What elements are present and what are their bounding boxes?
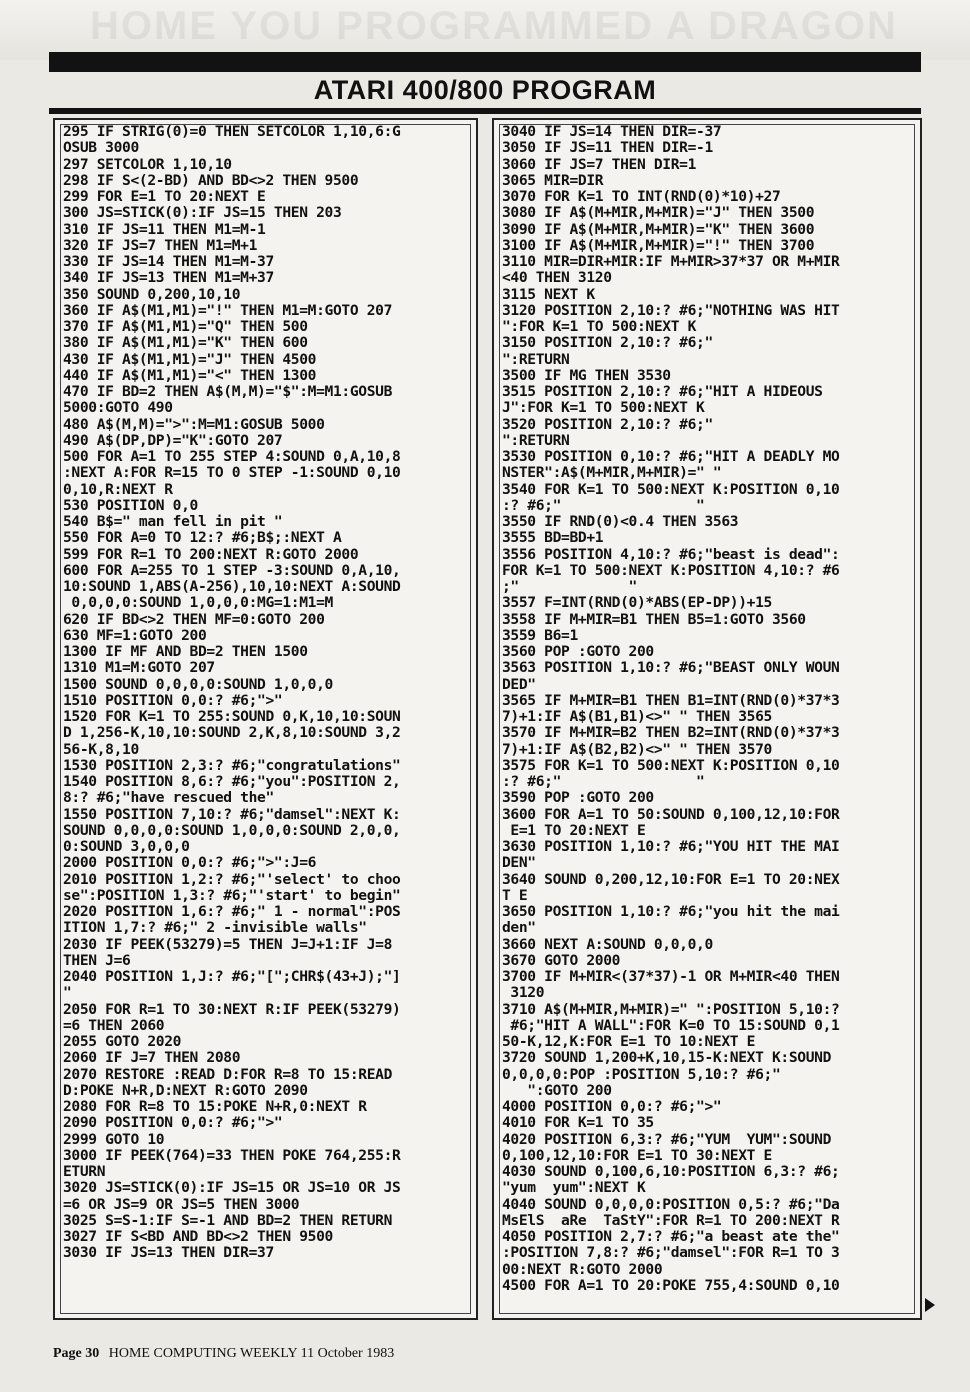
code-line: MsElS aRe TaStY":FOR R=1 TO 200:NEXT R bbox=[502, 1211, 840, 1229]
code-line: 3120 bbox=[502, 984, 545, 1002]
code-line: 4040 SOUND 0,0,0,0:POSITION 0,5:? #6;"Da bbox=[502, 1195, 840, 1213]
code-line: SOUND 0,0,0,0:SOUND 1,0,0,0:SOUND 2,0,0, bbox=[63, 821, 401, 839]
code-line: 3070 FOR K=1 TO INT(RND(0)*10)+27 bbox=[502, 188, 781, 205]
code-line: 2000 POSITION 0,0:? #6;">":J=6 bbox=[63, 854, 317, 872]
code-line: 2055 GOTO 2020 bbox=[63, 1033, 182, 1050]
code-line: 3520 POSITION 2,10:? #6;" bbox=[502, 415, 713, 433]
code-line: :NEXT A:FOR R=15 TO 0 STEP -1:SOUND 0,10 bbox=[63, 464, 401, 482]
code-line: 1500 SOUND 0,0,0,0:SOUND 1,0,0,0 bbox=[63, 675, 333, 693]
code-line: 3575 FOR K=1 TO 500:NEXT K:POSITION 0,10 bbox=[502, 756, 840, 774]
code-line: 7)+1:IF A$(B2,B2)<>" " THEN 3570 bbox=[502, 740, 772, 758]
code-line: 4500 FOR A=1 TO 20:POKE 755,4:SOUND 0,10 bbox=[502, 1276, 840, 1294]
code-line: 3563 POSITION 1,10:? #6;"BEAST ONLY WOUN bbox=[502, 659, 840, 677]
code-line: 1530 POSITION 2,3:? #6;"congratulations" bbox=[63, 756, 401, 774]
code-line: 3650 POSITION 1,10:? #6;"you hit the mai bbox=[502, 903, 840, 920]
code-line: :POSITION 7,8:? #6;"damsel":FOR R=1 TO 3 bbox=[502, 1244, 840, 1262]
code-line: 3020 JS=STICK(0):IF JS=15 OR JS=10 OR JS bbox=[63, 1179, 401, 1197]
code-line: <40 THEN 3120 bbox=[502, 269, 612, 287]
ghost-title: HOME YOU PROGRAMMED A DRAGON bbox=[90, 4, 898, 48]
code-line: 3660 NEXT A:SOUND 0,0,0,0 bbox=[502, 935, 713, 953]
code-line: 3065 MIR=DIR bbox=[502, 171, 604, 189]
code-line: 4030 SOUND 0,100,6,10:POSITION 6,3:? #6; bbox=[502, 1163, 840, 1180]
code-line: 3570 IF M+MIR=B2 THEN B2=INT(RND(0)*37*3 bbox=[502, 724, 840, 742]
code-line: 490 A$(DP,DP)="K":GOTO 207 bbox=[63, 431, 283, 449]
code-line: "yum yum":NEXT K bbox=[502, 1179, 646, 1197]
code-line: ITION 1,7:? #6;" 2 -invisible walls" bbox=[63, 919, 367, 937]
code-line: 50-K,12,K:FOR E=1 TO 10:NEXT E bbox=[502, 1033, 756, 1050]
code-line: 1300 IF MF AND BD=2 THEN 1500 bbox=[63, 643, 308, 660]
code-line: ETURN bbox=[63, 1163, 106, 1180]
code-line: T E bbox=[502, 886, 528, 904]
program-listing-left bbox=[63, 124, 476, 1262]
code-line: NSTER":A$(M+MIR,M+MIR)=" " bbox=[502, 464, 722, 482]
code-line: 4000 POSITION 0,0:? #6;">" bbox=[502, 1098, 722, 1115]
code-line: 1540 POSITION 8,6:? #6;"you":POSITION 2, bbox=[63, 773, 401, 790]
code-line: DED" bbox=[502, 675, 536, 693]
code-line: 600 FOR A=255 TO 1 STEP -3:SOUND 0,A,10, bbox=[63, 561, 401, 579]
code-line: 550 FOR A=0 TO 12:? #6;B$;:NEXT A bbox=[63, 529, 342, 547]
code-line: 295 IF STRIG(0)=0 THEN SETCOLOR 1,10,6:G bbox=[63, 123, 401, 140]
code-line: 3670 GOTO 2000 bbox=[502, 951, 621, 969]
code-line: 10:SOUND 1,ABS(A-256),10,10:NEXT A:SOUND bbox=[63, 578, 401, 595]
code-line: 3560 POP :GOTO 200 bbox=[502, 643, 654, 660]
code-line: 3640 SOUND 0,200,12,10:FOR E=1 TO 20:NEX bbox=[502, 870, 840, 888]
code-line: 599 FOR R=1 TO 200:NEXT R:GOTO 2000 bbox=[63, 545, 359, 563]
code-line: 8:? #6;"have rescued the" bbox=[63, 789, 274, 807]
code-line: 3030 IF JS=13 THEN DIR=37 bbox=[63, 1244, 274, 1262]
code-line: 500 FOR A=1 TO 255 STEP 4:SOUND 0,A,10,8 bbox=[63, 448, 401, 465]
code-line: 3559 B6=1 bbox=[502, 626, 578, 644]
code-line: 380 IF A$(M1,M1)="K" THEN 600 bbox=[63, 334, 308, 352]
code-line: " bbox=[63, 984, 72, 1002]
code-line: 3050 IF JS=11 THEN DIR=-1 bbox=[502, 139, 713, 157]
code-line: J":FOR K=1 TO 500:NEXT K bbox=[502, 399, 705, 417]
code-line: 540 B$=" man fell in pit " bbox=[63, 513, 283, 530]
code-line: 3090 IF A$(M+MIR,M+MIR)="K" THEN 3600 bbox=[502, 220, 815, 238]
code-line: 3556 POSITION 4,10:? #6;"beast is dead": bbox=[502, 545, 840, 563]
code-line: 370 IF A$(M1,M1)="Q" THEN 500 bbox=[63, 318, 308, 335]
code-line: ":FOR K=1 TO 500:NEXT K bbox=[502, 318, 697, 335]
code-line: 330 IF JS=14 THEN M1=M-37 bbox=[63, 253, 274, 270]
program-listing-right bbox=[502, 124, 920, 1294]
code-line: D:POKE N+R,D:NEXT R:GOTO 2090 bbox=[63, 1081, 308, 1099]
listing-column-left bbox=[53, 118, 478, 1320]
listing-column-right bbox=[492, 118, 922, 1320]
code-line: 4010 FOR K=1 TO 35 bbox=[502, 1114, 654, 1132]
code-line: 320 IF JS=7 THEN M1=M+1 bbox=[63, 236, 258, 254]
code-line: 430 IF A$(M1,M1)="J" THEN 4500 bbox=[63, 350, 317, 368]
code-line: 3040 IF JS=14 THEN DIR=-37 bbox=[502, 123, 722, 140]
code-line: :? #6;" " bbox=[502, 773, 705, 790]
code-line: 299 FOR E=1 TO 20:NEXT E bbox=[63, 188, 266, 205]
code-line: 3025 S=S-1:IF S=-1 AND BD=2 THEN RETURN bbox=[63, 1211, 393, 1229]
code-line: 1310 M1=M:GOTO 207 bbox=[63, 659, 215, 677]
code-line: 2080 FOR R=8 TO 15:POKE N+R,0:NEXT R bbox=[63, 1098, 367, 1115]
header-rule bbox=[49, 108, 921, 114]
code-line: 0:SOUND 3,0,0,0 bbox=[63, 838, 190, 855]
code-line: 630 MF=1:GOTO 200 bbox=[63, 626, 207, 644]
code-line: 3558 IF M+MIR=B1 THEN B5=1:GOTO 3560 bbox=[502, 610, 806, 628]
code-line: 3540 FOR K=1 TO 500:NEXT K:POSITION 0,10 bbox=[502, 480, 840, 498]
code-line: 0,10,R:NEXT R bbox=[63, 480, 173, 498]
code-line: 3120 POSITION 2,10:? #6;"NOTHING WAS HIT bbox=[502, 301, 840, 319]
code-line: 2050 FOR R=1 TO 30:NEXT R:IF PEEK(53279) bbox=[63, 1000, 401, 1018]
code-line: 3565 IF M+MIR=B1 THEN B1=INT(RND(0)*37*3 bbox=[502, 691, 840, 709]
code-line: 4020 POSITION 6,3:? #6;"YUM YUM":SOUND bbox=[502, 1130, 832, 1148]
page-number: Page 30 bbox=[53, 1346, 100, 1361]
bleed-through-header bbox=[0, 0, 970, 60]
code-line: 310 IF JS=11 THEN M1=M-1 bbox=[63, 220, 266, 238]
header-bar bbox=[49, 52, 921, 72]
code-line: 0,0,0,0:POP :POSITION 5,10:? #6;" bbox=[502, 1065, 781, 1083]
code-line: #6;"HIT A WALL":FOR K=0 TO 15:SOUND 0,1 bbox=[502, 1016, 840, 1034]
code-line: 3720 SOUND 1,200+K,10,15-K:NEXT K:SOUND bbox=[502, 1049, 832, 1067]
publication-line: HOME COMPUTING WEEKLY 11 October 1983 bbox=[108, 1346, 395, 1361]
code-line: 4050 POSITION 2,7:? #6;"a beast ate the" bbox=[502, 1228, 840, 1245]
page-footer bbox=[53, 1346, 394, 1362]
code-line: ;" " bbox=[502, 578, 637, 595]
code-line: 3590 POP :GOTO 200 bbox=[502, 789, 654, 807]
code-line: 300 JS=STICK(0):IF JS=15 THEN 203 bbox=[63, 204, 342, 222]
code-line: 3557 F=INT(RND(0)*ABS(EP-DP))+15 bbox=[502, 594, 772, 612]
code-line: 530 POSITION 0,0 bbox=[63, 496, 198, 514]
code-line: =6 OR JS=9 OR JS=5 THEN 3000 bbox=[63, 1195, 300, 1213]
code-line: 3515 POSITION 2,10:? #6;"HIT A HIDEOUS bbox=[502, 383, 823, 400]
code-line: 3080 IF A$(M+MIR,M+MIR)="J" THEN 3500 bbox=[502, 204, 815, 222]
code-line: 2030 IF PEEK(53279)=5 THEN J=J+1:IF J=8 bbox=[63, 935, 393, 953]
code-line: 3100 IF A$(M+MIR,M+MIR)="!" THEN 3700 bbox=[502, 236, 815, 254]
code-line: 3027 IF S<BD AND BD<>2 THEN 9500 bbox=[63, 1228, 333, 1245]
code-line: se":POSITION 1,3:? #6;"'start' to begin" bbox=[63, 886, 401, 904]
code-line: 7)+1:IF A$(B1,B1)<>" " THEN 3565 bbox=[502, 708, 772, 725]
code-line: 620 IF BD<>2 THEN MF=0:GOTO 200 bbox=[63, 610, 325, 628]
code-line: 2020 POSITION 1,6:? #6;" 1 - normal":POS bbox=[63, 903, 401, 920]
code-line: 3110 MIR=DIR+MIR:IF M+MIR>37*37 OR M+MIR bbox=[502, 253, 840, 270]
code-line: 2999 GOTO 10 bbox=[63, 1130, 165, 1148]
code-line: 3060 IF JS=7 THEN DIR=1 bbox=[502, 155, 697, 173]
code-line: 298 IF S<(2-BD) AND BD<>2 THEN 9500 bbox=[63, 171, 359, 189]
code-line: 2060 IF J=7 THEN 2080 bbox=[63, 1049, 241, 1067]
code-line: 350 SOUND 0,200,10,10 bbox=[63, 285, 241, 303]
code-line: 00:NEXT R:GOTO 2000 bbox=[502, 1260, 663, 1278]
code-line: 3530 POSITION 0,10:? #6;"HIT A DEADLY MO bbox=[502, 448, 840, 465]
code-line: 3630 POSITION 1,10:? #6;"YOU HIT THE MAI bbox=[502, 838, 840, 855]
code-line: ":RETURN bbox=[502, 431, 570, 449]
code-line: 56-K,8,10 bbox=[63, 740, 139, 758]
code-line: 0,100,12,10:FOR E=1 TO 30:NEXT E bbox=[502, 1146, 772, 1164]
code-line: D 1,256-K,10,10:SOUND 2,K,8,10:SOUND 3,2 bbox=[63, 724, 401, 742]
continue-arrow-icon bbox=[925, 1298, 935, 1312]
code-line: 2040 POSITION 1,J:? #6;"[";CHR$(43+J);"] bbox=[63, 968, 401, 985]
code-line: 480 A$(M,M)=">":M=M1:GOSUB 5000 bbox=[63, 415, 325, 433]
code-line: =6 THEN 2060 bbox=[63, 1016, 165, 1034]
code-line: 5000:GOTO 490 bbox=[63, 399, 173, 417]
code-line: den" bbox=[502, 919, 536, 937]
code-line: ":GOTO 200 bbox=[502, 1081, 612, 1099]
code-line: FOR K=1 TO 500:NEXT K:POSITION 4,10:? #6 bbox=[502, 561, 840, 579]
code-line: 360 IF A$(M1,M1)="!" THEN M1=M:GOTO 207 bbox=[63, 301, 393, 319]
code-line: 3710 A$(M+MIR,M+MIR)=" ":POSITION 5,10:? bbox=[502, 1000, 840, 1018]
code-line: 3150 POSITION 2,10:? #6;" bbox=[502, 334, 713, 352]
code-line: 3700 IF M+MIR<(37*37)-1 OR M+MIR<40 THEN bbox=[502, 968, 840, 985]
code-line: :? #6;" " bbox=[502, 496, 705, 514]
section-title: ATARI 400/800 PROGRAM bbox=[313, 75, 657, 105]
code-line: 3000 IF PEEK(764)=33 THEN POKE 764,255:R bbox=[63, 1146, 401, 1164]
code-line: 340 IF JS=13 THEN M1=M+37 bbox=[63, 269, 274, 287]
code-line: DEN" bbox=[502, 854, 536, 872]
code-line: 440 IF A$(M1,M1)="<" THEN 1300 bbox=[63, 366, 317, 384]
code-line: 2090 POSITION 0,0:? #6;">" bbox=[63, 1114, 283, 1132]
code-line: 470 IF BD=2 THEN A$(M,M)="$":M=M1:GOSUB bbox=[63, 383, 393, 400]
code-line: 3550 IF RND(0)<0.4 THEN 3563 bbox=[502, 513, 739, 530]
code-line: OSUB 3000 bbox=[63, 139, 139, 157]
code-line: 3115 NEXT K bbox=[502, 285, 595, 303]
code-line: THEN J=6 bbox=[63, 951, 131, 969]
code-line: 0,0,0,0:SOUND 1,0,0,0:MG=1:M1=M bbox=[63, 594, 333, 612]
code-line: 1510 POSITION 0,0:? #6;">" bbox=[63, 691, 283, 709]
code-line: 3500 IF MG THEN 3530 bbox=[502, 366, 671, 384]
code-line: E=1 TO 20:NEXT E bbox=[502, 821, 646, 839]
code-line: 3600 FOR A=1 TO 50:SOUND 0,100,12,10:FOR bbox=[502, 805, 840, 823]
code-line: 2010 POSITION 1,2:? #6;"'select' to choo bbox=[63, 870, 401, 888]
code-line: 1520 FOR K=1 TO 255:SOUND 0,K,10,10:SOUN bbox=[63, 708, 401, 725]
code-line: 2070 RESTORE :READ D:FOR R=8 TO 15:READ bbox=[63, 1065, 393, 1083]
code-line: 297 SETCOLOR 1,10,10 bbox=[63, 155, 232, 173]
code-line: 1550 POSITION 7,10:? #6;"damsel":NEXT K: bbox=[63, 805, 401, 823]
code-line: ":RETURN bbox=[502, 350, 570, 368]
code-line: 3555 BD=BD+1 bbox=[502, 529, 604, 547]
